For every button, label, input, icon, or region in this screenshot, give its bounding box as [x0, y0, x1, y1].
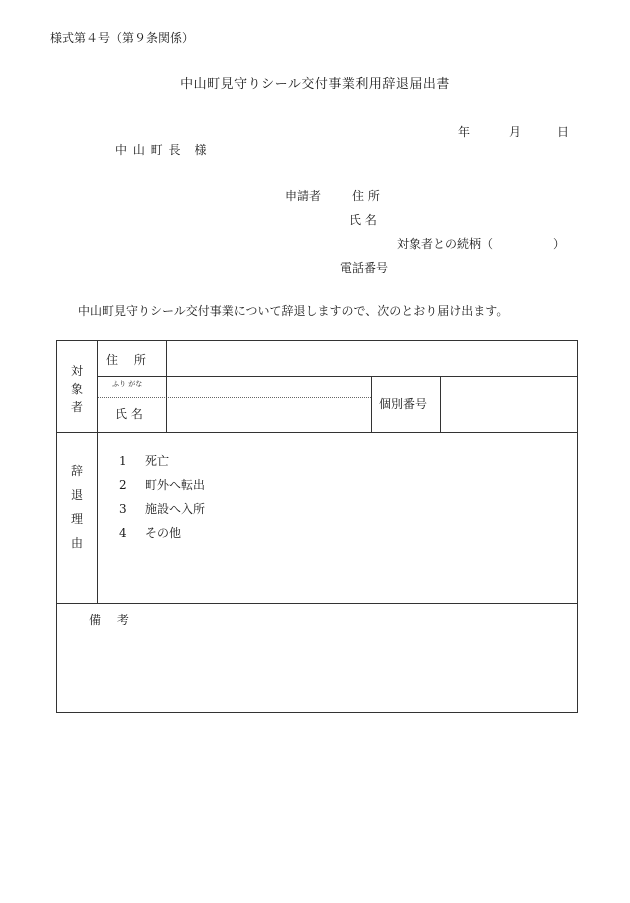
id-number-label: 個別番号 [379, 397, 428, 411]
applicant-address-label: 住 所 [352, 189, 380, 203]
form-number: 様式第４号（第９条関係） [50, 31, 195, 45]
date-day: 日 [557, 125, 570, 139]
page-title: 中山町見守りシール交付事業利用辞退届出書 [180, 77, 450, 92]
reason-item: 1 死亡 [119, 454, 170, 468]
reason-item: 4 その他 [119, 526, 182, 540]
applicant-name-label: 氏 名 [349, 213, 377, 227]
furigana-label: ふり がな [112, 380, 143, 388]
addressee: 中 山 町 長 様 [115, 143, 208, 157]
remarks-label: 備 考 [89, 613, 129, 627]
applicant-phone-label: 電話番号 [340, 261, 389, 275]
date-month: 月 [509, 125, 522, 139]
row-divider [57, 432, 578, 433]
col-divider [166, 341, 167, 432]
intro-text: 中山町見守りシール交付事業について辞退しますので、次のとおり届け出ます。 [78, 304, 509, 318]
subject-label: 対 象 者 [71, 364, 84, 414]
col-divider [371, 376, 372, 432]
furigana-divider [97, 397, 371, 398]
date-year: 年 [458, 125, 471, 139]
reason-item: 2 町外へ転出 [119, 478, 206, 492]
applicant-relation-label: 対象者との続柄（ ） [397, 237, 566, 251]
reason-label: 辞 退 理 由 [71, 464, 84, 550]
col-divider [97, 341, 98, 603]
name-label: 氏 名 [115, 407, 143, 421]
row-divider [57, 603, 578, 604]
row-divider [97, 376, 578, 377]
withdrawal-table [56, 340, 578, 713]
col-divider [440, 376, 441, 432]
applicant-label: 申請者 [285, 189, 322, 203]
address-label: 住 所 [106, 353, 146, 367]
reason-item: 3 施設へ入所 [119, 502, 206, 516]
